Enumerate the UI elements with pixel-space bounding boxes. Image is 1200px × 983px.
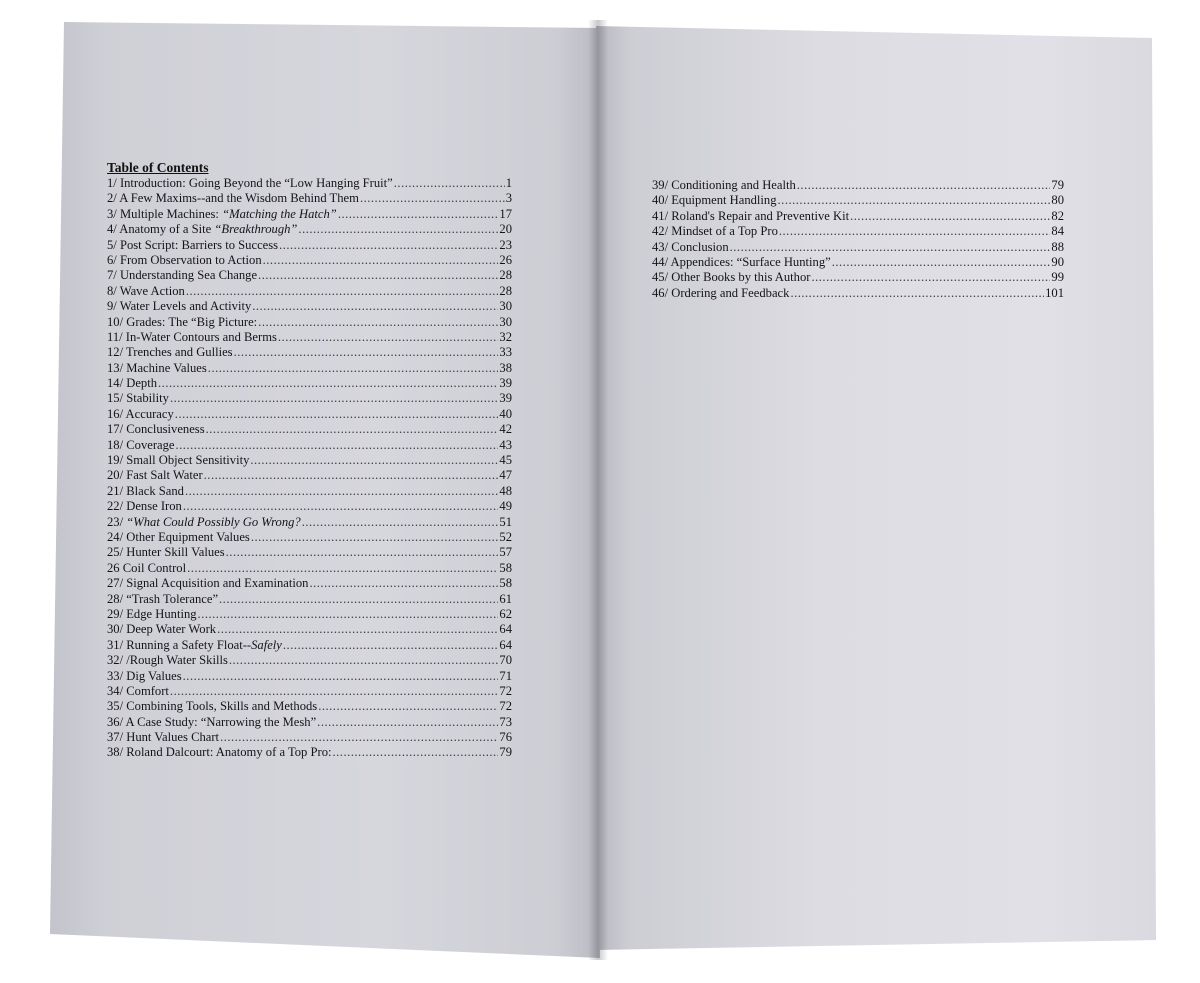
- toc-leader-dots: [183, 669, 499, 684]
- toc-entry-title: 13/ Machine Values: [107, 360, 207, 375]
- toc-entry-title: 46/ Ordering and Feedback: [652, 285, 790, 300]
- toc-entry-page-number: 40: [499, 406, 512, 421]
- toc-entry: [652, 286, 1064, 301]
- book-gutter: [588, 20, 608, 960]
- toc-leader-dots: [206, 422, 499, 437]
- toc-leader-dots: [309, 576, 498, 591]
- toc-entry-page-number: 70: [499, 653, 512, 668]
- toc-entry: [652, 240, 1064, 255]
- toc-entry-title-italic: “Breakthrough”: [214, 222, 298, 237]
- toc-entry: [107, 315, 512, 330]
- toc-entry-title: 43/ Conclusion: [652, 239, 729, 254]
- toc-entry-title: 41/ Roland's Repair and Preventive Kit: [652, 208, 850, 223]
- toc-entry-page-number: 79: [1051, 178, 1064, 192]
- toc-entry: [107, 468, 512, 483]
- toc-entry-title: 21/ Black Sand: [107, 483, 184, 498]
- toc-entry-title: 33/ Dig Values: [107, 668, 182, 683]
- toc-leader-dots: [832, 255, 1051, 270]
- toc-leader-dots: [185, 484, 498, 499]
- toc-entry-title: 18/ Coverage: [107, 437, 175, 452]
- toc-leader-dots: [779, 224, 1051, 239]
- toc-entry-page-number: 62: [499, 606, 512, 621]
- toc-entry: [107, 253, 512, 268]
- toc-leader-dots: [204, 468, 499, 483]
- toc-leader-dots: [183, 499, 499, 514]
- toc-entry: [107, 330, 512, 345]
- toc-leader-dots: [208, 361, 499, 376]
- toc-entry-title: 6/ From Observation to Action: [107, 252, 262, 267]
- toc-entry-page-number: 64: [499, 622, 512, 637]
- toc-entry-title: 17/ Conclusiveness: [107, 422, 205, 437]
- toc-entry: [652, 193, 1064, 208]
- toc-entry-title: 35/ Combining Tools, Skills and Methods: [107, 699, 318, 714]
- toc-leader-dots: [279, 238, 498, 253]
- toc-leader-dots: [219, 592, 498, 607]
- toc-entry-title-italic: Safely: [251, 637, 282, 652]
- toc-leader-dots: [318, 699, 498, 714]
- toc-entry: [107, 422, 512, 437]
- toc-entry-title: 44/ Appendices: “Surface Hunting”: [652, 254, 831, 269]
- toc-leader-dots: [778, 193, 1051, 208]
- toc-entry-title: 34/ Comfort: [107, 683, 169, 698]
- toc-entry: [652, 255, 1064, 270]
- toc-entry-page-number: 71: [499, 668, 512, 683]
- toc-entry-title: 9/ Water Levels and Activity: [107, 299, 252, 314]
- toc-entry-page-number: 99: [1051, 270, 1064, 285]
- toc-entry: [107, 191, 512, 206]
- toc-entry-title: 32/ /Rough Water Skills: [107, 653, 228, 668]
- toc-entry-title: 5/ Post Script: Barriers to Success: [107, 237, 279, 252]
- toc-entry-page-number: 72: [499, 683, 512, 698]
- toc-leader-dots: [170, 391, 498, 406]
- toc-leader-dots: [394, 176, 505, 191]
- toc-entry: [107, 345, 512, 360]
- toc-entry: [652, 178, 1064, 193]
- toc-entry-page-number: 45: [499, 453, 512, 468]
- toc-entry-page-number: 61: [499, 591, 512, 606]
- toc-entry: [107, 176, 512, 191]
- toc-entry-page-number: 30: [499, 314, 512, 329]
- toc-leader-dots: [170, 684, 498, 699]
- toc-entry-page-number: 3: [505, 191, 512, 206]
- toc-entry: [107, 361, 512, 376]
- toc-entry-page-number: 39: [499, 376, 512, 391]
- toc-entry-title: 10/ Grades: The “Big Picture:: [107, 314, 258, 329]
- toc-entry-title: 1/ Introduction: Going Beyond the “Low Hanging Fruit”: [107, 176, 393, 190]
- toc-left-column: [107, 160, 512, 761]
- toc-entry-page-number: 26: [499, 252, 512, 267]
- toc-entry-title: 42/ Mindset of a Top Pro: [652, 224, 778, 239]
- toc-entry-page-number: 72: [499, 699, 512, 714]
- toc-leader-dots: [226, 545, 499, 560]
- toc-entry-title: 24/ Other Equipment Values: [107, 529, 250, 544]
- toc-entry-page-number: 30: [499, 299, 512, 314]
- toc-entry: [107, 745, 512, 760]
- toc-leader-dots: [175, 407, 499, 422]
- toc-leader-dots: [252, 299, 498, 314]
- toc-entry: [107, 699, 512, 714]
- toc-leader-dots: [258, 315, 498, 330]
- toc-entry-page-number: 28: [499, 268, 512, 283]
- toc-entry-page-number: 42: [499, 422, 512, 437]
- toc-entry-title: 40/ Equipment Handling: [652, 193, 777, 208]
- toc-entry-title: 22/ Dense Iron: [107, 499, 182, 514]
- toc-entry: [107, 669, 512, 684]
- toc-leader-dots: [360, 191, 505, 206]
- toc-leader-dots: [338, 207, 499, 222]
- toc-entry-title: 27/ Signal Acquisition and Examination: [107, 576, 309, 591]
- toc-entry-title: 36/ A Case Study: “Narrowing the Mesh”: [107, 714, 317, 729]
- toc-entry: [107, 238, 512, 253]
- toc-leader-dots: [229, 653, 499, 668]
- toc-entry-title: 3/ Multiple Machines: “Matching the Hatch”: [107, 206, 337, 221]
- toc-entry-page-number: 39: [499, 391, 512, 406]
- toc-entry-title: 39/ Conditioning and Health: [652, 178, 796, 192]
- toc-leader-dots: [283, 638, 499, 653]
- toc-entry-page-number: 80: [1051, 193, 1064, 208]
- toc-entry: [107, 407, 512, 422]
- toc-entry: [107, 453, 512, 468]
- toc-entry: [107, 515, 512, 530]
- toc-entry-page-number: 82: [1051, 208, 1064, 223]
- toc-leader-dots: [187, 561, 498, 576]
- toc-entry: [107, 545, 512, 560]
- toc-entry-title: 29/ Edge Hunting: [107, 606, 197, 621]
- toc-leader-dots: [850, 209, 1050, 224]
- toc-entry: [107, 376, 512, 391]
- toc-entry-page-number: 76: [499, 730, 512, 745]
- toc-entry-page-number: 17: [499, 206, 512, 221]
- toc-entry-page-number: 51: [499, 514, 512, 529]
- toc-entry: [107, 561, 512, 576]
- toc-left-list: [107, 176, 512, 761]
- toc-entry-page-number: 52: [499, 529, 512, 544]
- toc-entry-title: 12/ Trenches and Gullies: [107, 345, 233, 360]
- toc-entry-page-number: 58: [499, 576, 512, 591]
- toc-entry-title: 37/ Hunt Values Chart: [107, 730, 220, 745]
- toc-entry-page-number: 58: [499, 560, 512, 575]
- toc-leader-dots: [811, 270, 1050, 285]
- toc-entry: [107, 684, 512, 699]
- toc-leader-dots: [158, 376, 498, 391]
- toc-entry: [107, 622, 512, 637]
- toc-entry-title: 15/ Stability: [107, 391, 169, 406]
- toc-entry: [107, 576, 512, 591]
- toc-entry-page-number: 20: [499, 222, 512, 237]
- toc-leader-dots: [234, 345, 499, 360]
- toc-entry: [107, 730, 512, 745]
- toc-right-column: [652, 178, 1064, 301]
- toc-entry-page-number: 57: [499, 545, 512, 560]
- toc-entry-page-number: 33: [499, 345, 512, 360]
- toc-entry-page-number: 23: [499, 237, 512, 252]
- toc-leader-dots: [790, 286, 1044, 301]
- toc-entry-title: 11/ In-Water Contours and Berms: [107, 329, 277, 344]
- toc-entry-title: 23/ “What Could Possibly Go Wrong?: [107, 514, 301, 529]
- toc-entry: [107, 715, 512, 730]
- toc-leader-dots: [298, 222, 498, 237]
- toc-entry: [652, 209, 1064, 224]
- toc-entry: [652, 224, 1064, 239]
- toc-leader-dots: [217, 622, 498, 637]
- toc-entry-page-number: 88: [1051, 239, 1064, 254]
- toc-entry-title: 16/ Accuracy: [107, 406, 174, 421]
- toc-entry: [107, 268, 512, 283]
- toc-entry-title: 14/ Depth: [107, 376, 158, 391]
- toc-leader-dots: [251, 530, 499, 545]
- toc-leader-dots: [302, 515, 499, 530]
- toc-entry: [107, 284, 512, 299]
- toc-entry-page-number: 1: [505, 176, 512, 190]
- toc-leader-dots: [220, 730, 498, 745]
- toc-entry: [107, 653, 512, 668]
- toc-right-list: [652, 178, 1064, 301]
- toc-leader-dots: [263, 253, 499, 268]
- toc-entry-title: 38/ Roland Dalcourt: Anatomy of a Top Pro:: [107, 745, 332, 760]
- toc-entry: [107, 222, 512, 237]
- toc-leader-dots: [278, 330, 499, 345]
- toc-entry-title: 7/ Understanding Sea Change: [107, 268, 258, 283]
- toc-leader-dots: [198, 607, 499, 622]
- show-through-text: [652, 306, 1052, 806]
- toc-entry-page-number: 32: [499, 329, 512, 344]
- toc-leader-dots: [730, 240, 1051, 255]
- toc-entry-title: 28/ “Trash Tolerance”: [107, 591, 219, 606]
- toc-entry-page-number: 47: [499, 468, 512, 483]
- toc-leader-dots: [317, 715, 498, 730]
- toc-entry-page-number: 90: [1051, 254, 1064, 269]
- toc-leader-dots: [333, 745, 499, 760]
- toc-entry-title-italic: “Matching the Hatch”: [222, 206, 337, 221]
- toc-entry-page-number: 43: [499, 437, 512, 452]
- toc-entry-title: 4/ Anatomy of a Site “Breakthrough”: [107, 222, 298, 237]
- toc-entry: [107, 638, 512, 653]
- toc-entry-page-number: 101: [1045, 285, 1064, 300]
- toc-entry-title: 20/ Fast Salt Water: [107, 468, 203, 483]
- toc-entry: [107, 207, 512, 222]
- toc-entry-page-number: 73: [499, 714, 512, 729]
- toc-entry-title-italic: “What Could Possibly Go Wrong?: [126, 514, 301, 529]
- toc-entry-page-number: 38: [499, 360, 512, 375]
- toc-entry: [107, 607, 512, 622]
- toc-entry: [652, 270, 1064, 285]
- toc-entry-title: 2/ A Few Maxims--and the Wisdom Behind Them: [107, 191, 359, 206]
- toc-entry-title: 31/ Running a Safety Float--Safely: [107, 637, 282, 652]
- toc-entry-page-number: 84: [1051, 224, 1064, 239]
- toc-entry-title: 45/ Other Books by this Author: [652, 270, 811, 285]
- toc-entry-page-number: 28: [499, 283, 512, 298]
- toc-leader-dots: [258, 268, 498, 283]
- toc-entry-title: 25/ Hunter Skill Values: [107, 545, 225, 560]
- toc-leader-dots: [250, 453, 498, 468]
- toc-entry-page-number: 79: [499, 745, 512, 760]
- toc-entry: [107, 530, 512, 545]
- toc-entry: [107, 484, 512, 499]
- toc-entry-page-number: 48: [499, 483, 512, 498]
- toc-entry-title: 30/ Deep Water Work: [107, 622, 217, 637]
- toc-leader-dots: [176, 438, 499, 453]
- toc-entry: [107, 391, 512, 406]
- toc-entry-title: 19/ Small Object Sensitivity: [107, 453, 250, 468]
- toc-entry: [107, 592, 512, 607]
- toc-entry-page-number: 64: [499, 637, 512, 652]
- toc-entry: [107, 299, 512, 314]
- toc-title: Table of Contents: [107, 160, 209, 175]
- toc-leader-dots: [186, 284, 499, 299]
- toc-entry-title: 26 Coil Control: [107, 560, 187, 575]
- toc-leader-dots: [797, 178, 1051, 193]
- toc-entry-title: 8/ Wave Action: [107, 283, 185, 298]
- toc-entry: [107, 438, 512, 453]
- toc-entry-page-number: 49: [499, 499, 512, 514]
- toc-entry: [107, 499, 512, 514]
